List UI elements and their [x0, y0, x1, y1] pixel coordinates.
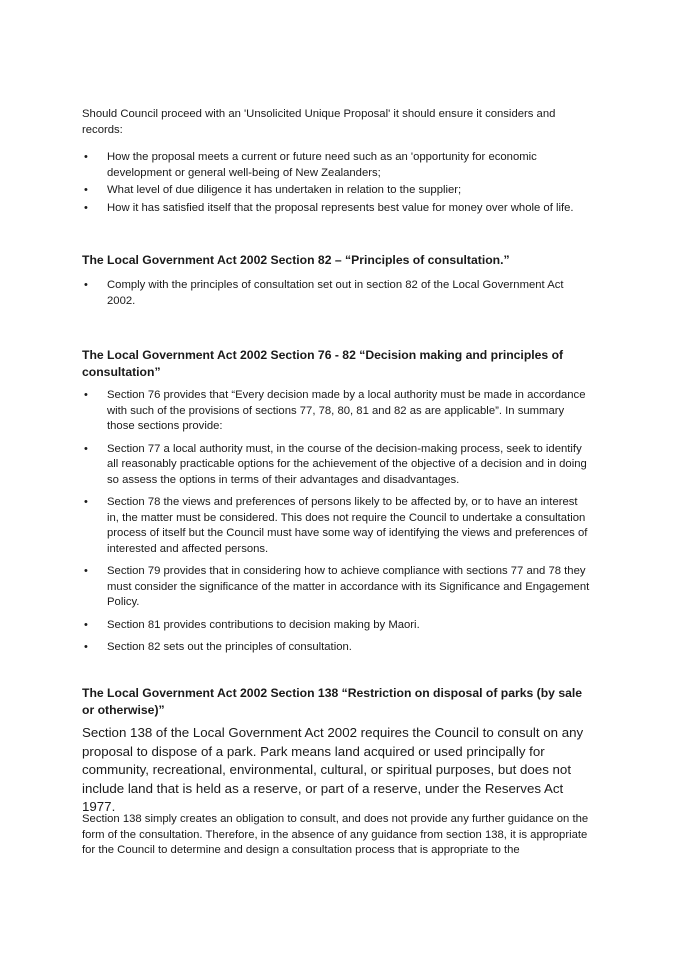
- bullet-icon: •: [84, 496, 88, 508]
- list-item: • Section 82 sets out the principles of consultation.: [82, 640, 592, 656]
- bullet-icon: •: [84, 279, 88, 291]
- bullet-icon: •: [84, 442, 88, 455]
- section-76-heading: The Local Government Act 2002 Section 76 - 82 “Decision making and principles of consultation”: [82, 348, 564, 379]
- list-item: • Section 81 provides contributions to decision making by Maori.: [82, 618, 592, 634]
- list-item: • Section 77 a local authority must, in the course of the decision-making process, seek to identify all reasonably practicable options for the achievement of the objective of a decision and in doing so assess the options in terms of their advantages and disadvantages.: [84, 442, 587, 486]
- section-82-heading: The Local Government Act 2002 Section 82 – “Principles of consultation.”: [82, 253, 510, 267]
- section-138-paragraph-1: Section 138 of the Local Government Act 2002 requires the Council to consult on any proposal to dispose of a park. Park means land acquired or used principally for community, recreational, environmental, cultural, or spiritual purposes, but does not include land that is held as a reserve, or part of a reserve, under the Reserves Act 1977.: [82, 725, 584, 814]
- bullet-icon: •: [84, 641, 88, 653]
- list-item: • Section 76 provides that “Every decision made by a local authority must be made in accordance with such of the provisions of sections 77, 78, 80, 81 and 82 as are applicable”. In summary those sections provide:: [84, 389, 586, 432]
- section-138-paragraph-2: Section 138 simply creates an obligation to consult, and does not provide any further guidance on the form of the consultation. Therefore, in the absence of any guidance from section 138, it is appropriate for the Council to determine and design a consultation process that is appropriate to the: [82, 813, 589, 856]
- list-item: • How the proposal meets a current or future need such as an 'opportunity for economic development or general well-being of New Zealanders;: [84, 151, 537, 179]
- intro-list: [82, 150, 592, 216]
- section-138-heading: The Local Government Act 2002 Section 138 “Restriction on disposal of parks (by sale or otherwise)”: [82, 686, 583, 717]
- intro-paragraph: Should Council proceed with an 'Unsolicited Unique Proposal' it should ensure it considers and records:: [82, 108, 556, 136]
- list-item: • How it has satisfied itself that the proposal represents best value for money over whole of life.: [82, 201, 592, 217]
- section-82-list: [82, 278, 592, 309]
- list-item: • Comply with the principles of consultation set out in section 82 of the Local Government Act 2002.: [84, 279, 564, 307]
- section-76-list: [82, 388, 592, 663]
- bullet-icon: •: [84, 201, 88, 214]
- list-item: • What level of due diligence it has undertaken in relation to the supplier;: [82, 183, 592, 199]
- bullet-icon: •: [84, 389, 88, 401]
- list-item: • Section 79 provides that in considering how to achieve compliance with sections 77 and 78 they must consider the significance of the matter in accordance with its Significance and Engagement Policy.: [84, 565, 590, 608]
- bullet-icon: •: [84, 184, 88, 196]
- bullet-icon: •: [84, 618, 88, 631]
- bullet-icon: •: [84, 151, 88, 163]
- list-item: • Section 78 the views and preferences of persons likely to be affected by, or to have an interest in, the matter must be considered. This does not require the Council to undertake a consultation process of itself but the Council must have some way of identifying the views and preferences of interested and affected persons.: [84, 496, 588, 555]
- bullet-icon: •: [84, 565, 88, 577]
